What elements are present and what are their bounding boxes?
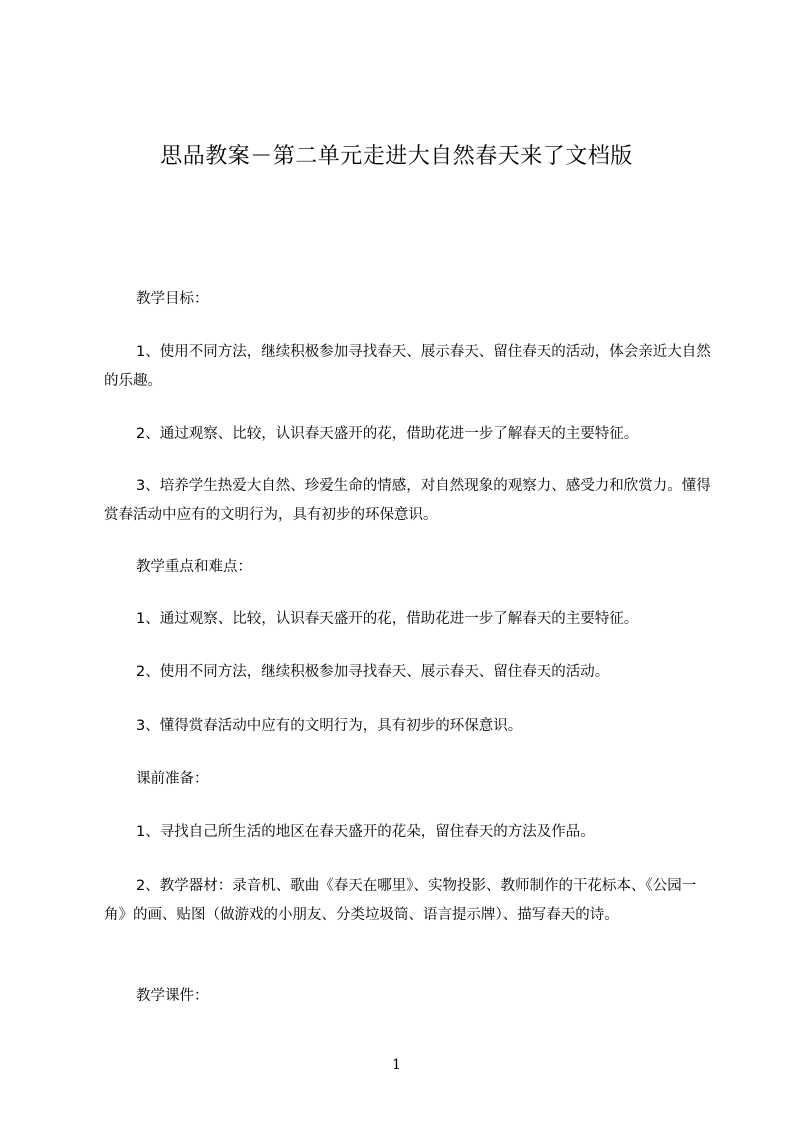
paragraph-key-point-2: 2、使用不同方法，继续积极参加寻找春天、展示春天、留住春天的活动。: [136, 664, 610, 680]
paragraph-goal-3: 3、培养学生热爱大自然、珍爱生命的情感，对自然现象的观察力、感受力和欣赏力。懂得赏春活动中应有的文明行为，具有初步的环保意识。: [104, 478, 711, 523]
paragraph-preparation-heading: 课前准备：: [136, 771, 209, 787]
paragraph-key-point-3: 3、懂得赏春活动中应有的文明行为，具有初步的环保意识。: [136, 718, 523, 734]
paragraph-goal-2: 2、通过观察、比较，认识春天盛开的花，借助花进一步了解春天的主要特征。: [136, 426, 639, 442]
paragraph-goal-1: 1、使用不同方法，继续积极参加寻找春天、展示春天、留住春天的活动，体会亲近大自然的乐趣。: [104, 344, 711, 389]
paragraph-key-points-heading: 教学重点和难点：: [136, 559, 252, 575]
paragraph-courseware-heading: 教学课件：: [136, 988, 209, 1004]
paragraph-key-point-1: 1、通过观察、比较，认识春天盛开的花，借助花进一步了解春天的主要特征。: [136, 611, 639, 627]
paragraph-teaching-goals-heading: 教学目标：: [136, 291, 209, 307]
paragraph-preparation-2: 2、教学器材：录音机、歌曲《春天在哪里》、实物投影、教师制作的干花标本、《公园一角》的画、贴图（做游戏的小朋友、分类垃圾筒、语言提示牌）、描写春天的诗。: [104, 878, 697, 923]
page-number: 1: [392, 1057, 401, 1073]
document-title: 思品教案－第二单元走进大自然春天来了文档版: [160, 144, 633, 169]
paragraph-preparation-1: 1、寻找自己所生活的地区在春天盛开的花朵，留住春天的方法及作品。: [136, 824, 595, 840]
